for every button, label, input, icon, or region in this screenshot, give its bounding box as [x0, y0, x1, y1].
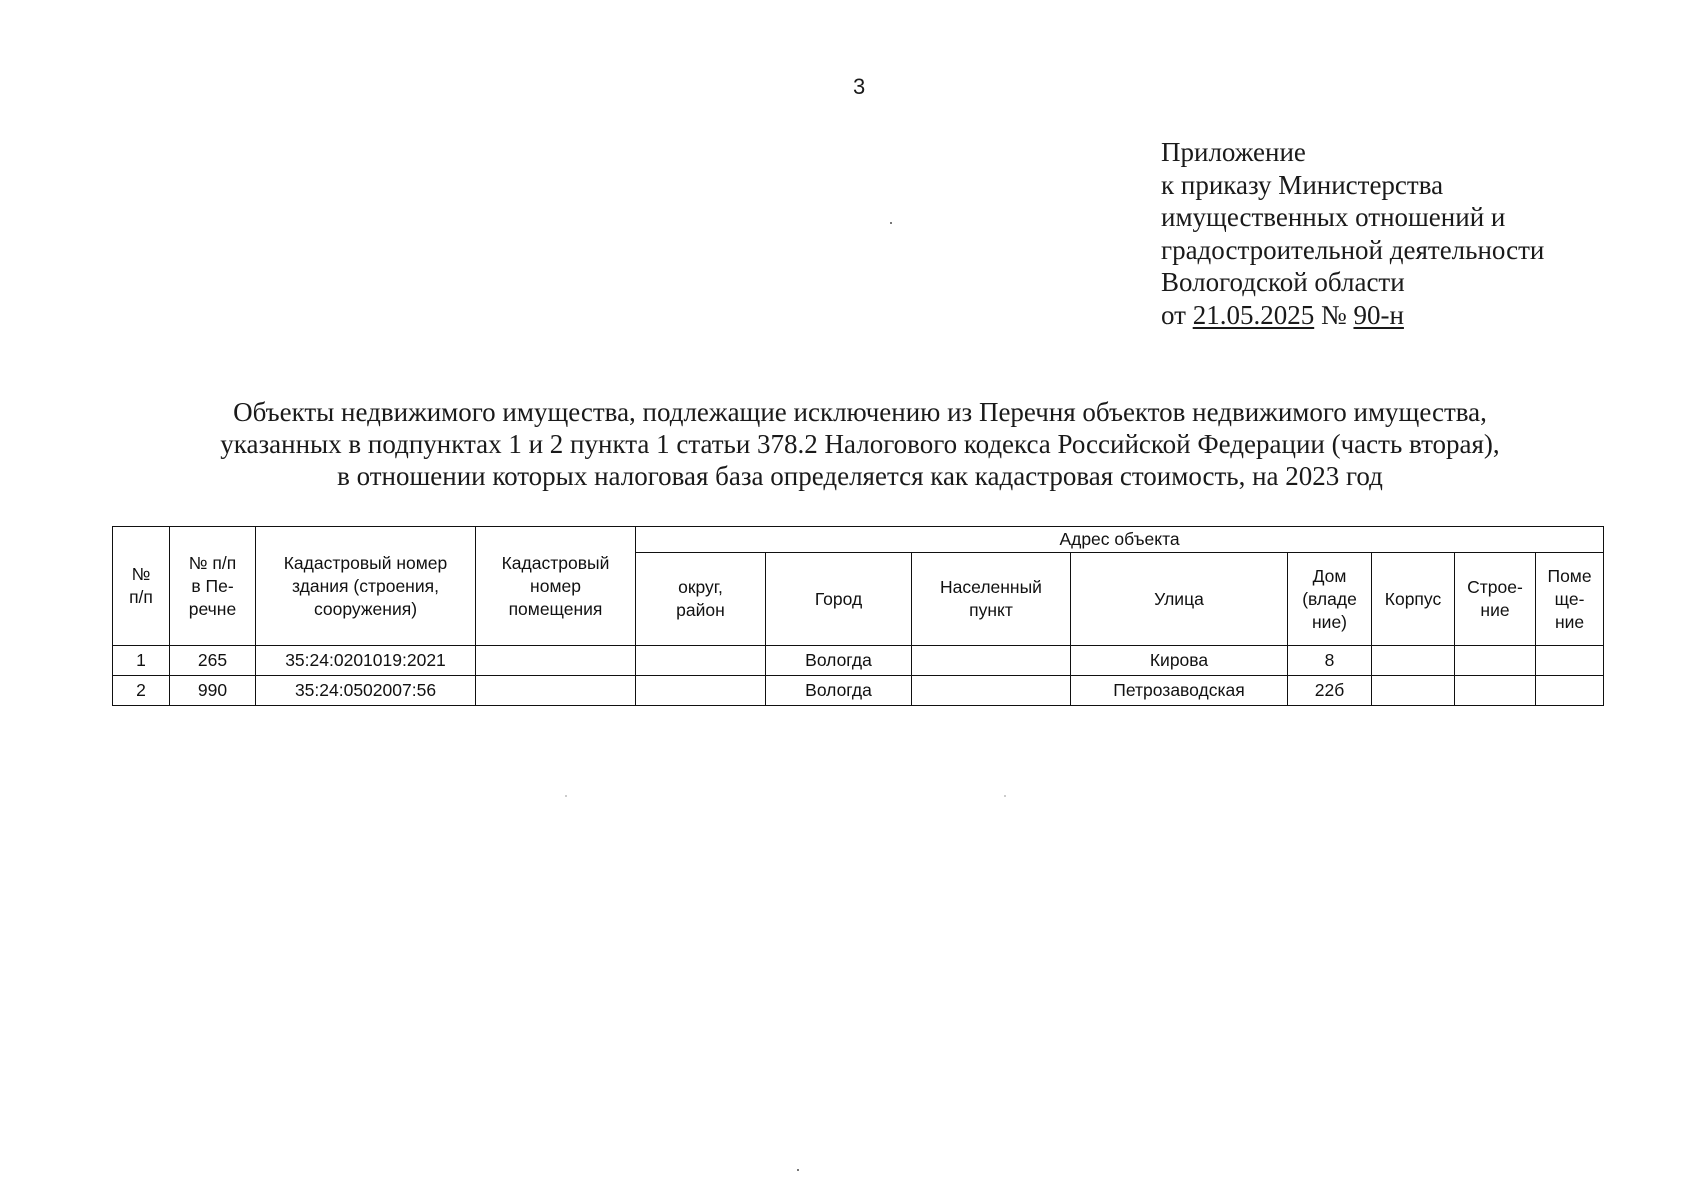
header-city: Город: [766, 553, 912, 646]
cell-building-cadastral: 35:24:0502007:56: [256, 676, 476, 706]
cell-building: [1455, 646, 1536, 676]
title-line: в отношении которых налоговая база определяется как кадастровая стоимость, на 2023 год: [337, 461, 1383, 491]
cell-street: Кирова: [1071, 646, 1288, 676]
scan-speck: [890, 222, 892, 224]
document-title: [0, 396, 1700, 492]
scan-speck: [565, 795, 567, 797]
order-date: 21.05.2025: [1192, 299, 1315, 330]
cell-district: [636, 676, 766, 706]
scan-speck: [797, 1169, 799, 1171]
cell-list-num: 990: [170, 676, 256, 706]
header-district: округ, район: [636, 553, 766, 646]
cell-block: [1372, 646, 1455, 676]
scan-speck: [1004, 795, 1006, 797]
cell-house: 22б: [1288, 676, 1372, 706]
header-list-num: № п/п в Пе- речне: [170, 527, 256, 646]
cell-settlement: [912, 676, 1071, 706]
header-street: Улица: [1071, 553, 1288, 646]
appendix-line: Приложение: [1161, 137, 1306, 167]
table-row: [113, 676, 1604, 706]
header-room: Поме ще- ние: [1536, 553, 1604, 646]
title-line: указанных в подпунктах 1 и 2 пункта 1 статьи 378.2 Налогового кодекса Российской Федерации (часть вторая),: [220, 429, 1500, 459]
cell-building-cadastral: 35:24:0201019:2021: [256, 646, 476, 676]
cell-street: Петрозаводская: [1071, 676, 1288, 706]
cell-room-cadastral: [476, 646, 636, 676]
cell-city: Вологда: [766, 676, 912, 706]
cell-block: [1372, 676, 1455, 706]
cell-district: [636, 646, 766, 676]
header-house: Дом (владе ние): [1288, 553, 1372, 646]
cell-room: [1536, 646, 1604, 676]
header-address-group: Адрес объекта: [636, 527, 1604, 553]
table-row: [113, 646, 1604, 676]
number-sign: №: [1320, 299, 1347, 330]
cell-room-cadastral: [476, 676, 636, 706]
objects-table: [112, 526, 1604, 706]
header-building: Строе- ние: [1455, 553, 1536, 646]
title-line: Объекты недвижимого имущества, подлежащие исключению из Перечня объектов недвижимого имущества,: [233, 397, 1487, 427]
cell-building: [1455, 676, 1536, 706]
cell-settlement: [912, 646, 1071, 676]
header-num: № п/п: [113, 527, 170, 646]
cell-num: 1: [113, 646, 170, 676]
header-room-cadastral: Кадастровый номер помещения: [476, 527, 636, 646]
appendix-date-line: [1161, 299, 1544, 332]
page-number: 3: [853, 74, 866, 99]
order-number: 90-н: [1353, 299, 1404, 330]
appendix-block: [1161, 136, 1544, 331]
date-prefix: от: [1161, 299, 1186, 330]
appendix-line: Вологодской области: [1161, 267, 1405, 297]
appendix-line: к приказу Министерства: [1161, 169, 1444, 200]
cell-list-num: 265: [170, 646, 256, 676]
appendix-line: имущественных отношений и: [1161, 202, 1506, 232]
header-building-cadastral: Кадастровый номер здания (строения, сооружения): [256, 527, 476, 646]
cell-house: 8: [1288, 646, 1372, 676]
cell-num: 2: [113, 676, 170, 706]
header-block: Корпус: [1372, 553, 1455, 646]
cell-room: [1536, 676, 1604, 706]
header-settlement: Населенный пункт: [912, 553, 1071, 646]
appendix-line: градостроительной деятельности: [1161, 234, 1545, 265]
cell-city: Вологда: [766, 646, 912, 676]
